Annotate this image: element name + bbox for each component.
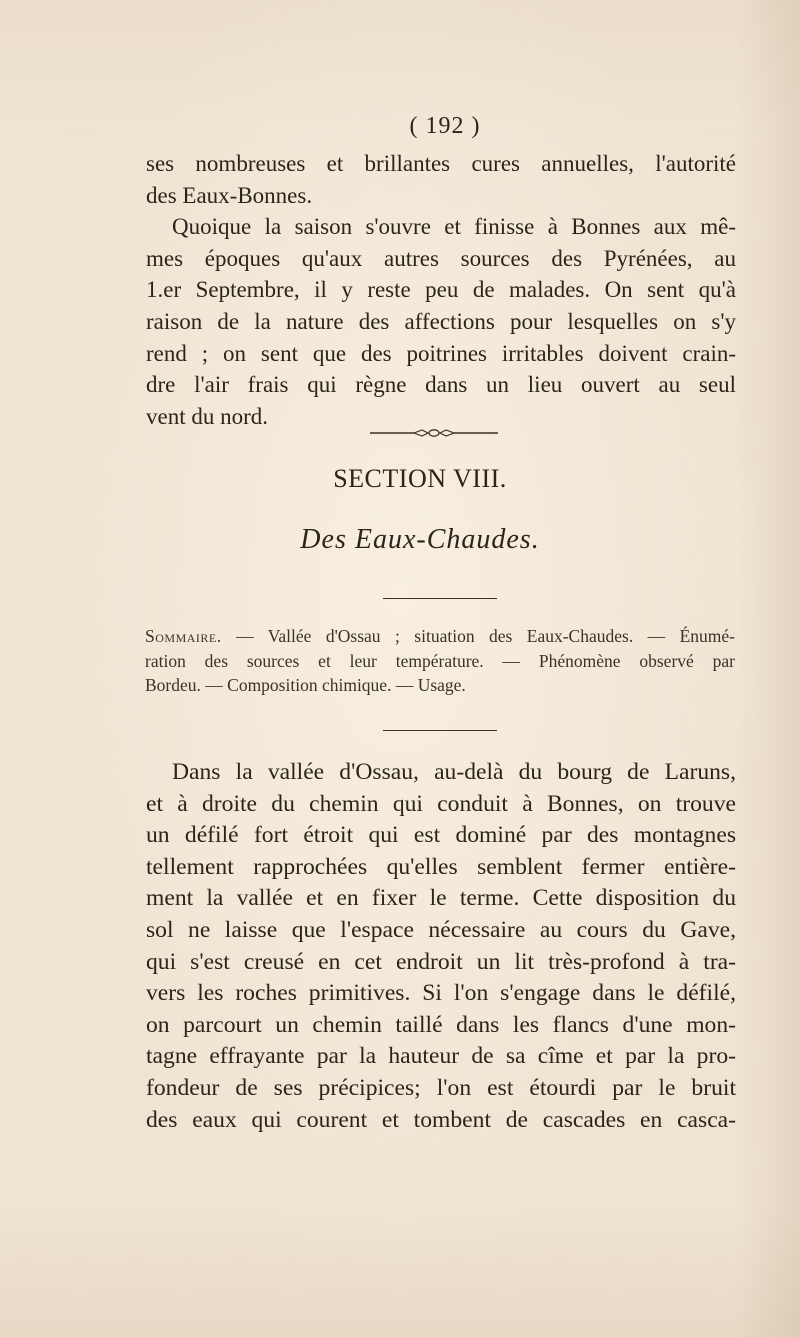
text-line: fondeur de ses précipices; l'on est étourdi par le bruit bbox=[146, 1074, 736, 1101]
summary-line bbox=[145, 624, 735, 649]
ornamental-divider bbox=[370, 426, 498, 440]
rule-divider bbox=[383, 730, 497, 731]
text-line: un défilé fort étroit qui est dominé par des montagnes bbox=[146, 822, 736, 849]
text-line: des eaux qui courent et tombent de cascades en casca- bbox=[146, 1106, 736, 1133]
paragraph-continuation bbox=[146, 148, 736, 432]
text-line: ses nombreuses et brillantes cures annuelles, l'autorité bbox=[146, 151, 736, 176]
text-line: qui s'est creusé en cet endroit un lit très-profond à tra- bbox=[146, 948, 736, 975]
text-line: des Eaux-Bonnes. bbox=[146, 182, 313, 208]
text-line: rend ; on sent que des poitrines irritables doivent crain- bbox=[146, 340, 736, 366]
rule-divider bbox=[383, 598, 497, 599]
text-line: ment la vallée et en fixer le terme. Cette disposition du bbox=[146, 885, 736, 912]
section-subtitle: Des Eaux-Chaudes. bbox=[300, 524, 540, 555]
text-line: raison de la nature des affections pour lesquelles on s'y bbox=[146, 308, 736, 334]
text-line: 1.er Septembre, il y reste peu de malades. On sent qu'à bbox=[146, 277, 736, 303]
section-heading: SECTION VIII. bbox=[333, 464, 507, 493]
text-line: et à droite du chemin qui conduit à Bonnes, on trouve bbox=[146, 790, 736, 817]
section-summary bbox=[145, 624, 735, 698]
summary-text: — Vallée d'Ossau ; situation des Eaux-Chaudes. — Énumé- bbox=[221, 626, 735, 646]
text-line: tellement rapprochées qu'elles semblent fermer entière- bbox=[146, 853, 736, 880]
page-number: ( 192 ) bbox=[409, 113, 481, 139]
text-line: Quoique la saison s'ouvre et finisse à Bonnes aux mê- bbox=[172, 214, 736, 240]
text-line: vers les roches primitives. Si l'on s'engage dans le défilé, bbox=[146, 980, 736, 1007]
text-line: Dans la vallée d'Ossau, au-delà du bourg de Laruns, bbox=[172, 759, 736, 785]
text-line: tagne effrayante par la hauteur de sa cîme et par la pro- bbox=[146, 1043, 736, 1070]
summary-line: Bordeu. — Composition chimique. — Usage. bbox=[145, 675, 466, 695]
text-line: dre l'air frais qui règne dans un lieu ouvert au seul bbox=[146, 372, 736, 398]
summary-label: Sommaire. bbox=[145, 626, 222, 646]
text-line: sol ne laisse que l'espace nécessaire au cours du Gave, bbox=[146, 916, 736, 943]
text-line: on parcourt un chemin taillé dans les flancs d'une mon- bbox=[146, 1011, 736, 1038]
summary-line: ration des sources et leur température. — Phénomène observé par bbox=[145, 650, 735, 671]
text-line: vent du nord. bbox=[146, 403, 269, 429]
paragraph-body bbox=[146, 757, 736, 1136]
text-line: mes époques qu'aux autres sources des Pyrénées, au bbox=[146, 245, 736, 271]
